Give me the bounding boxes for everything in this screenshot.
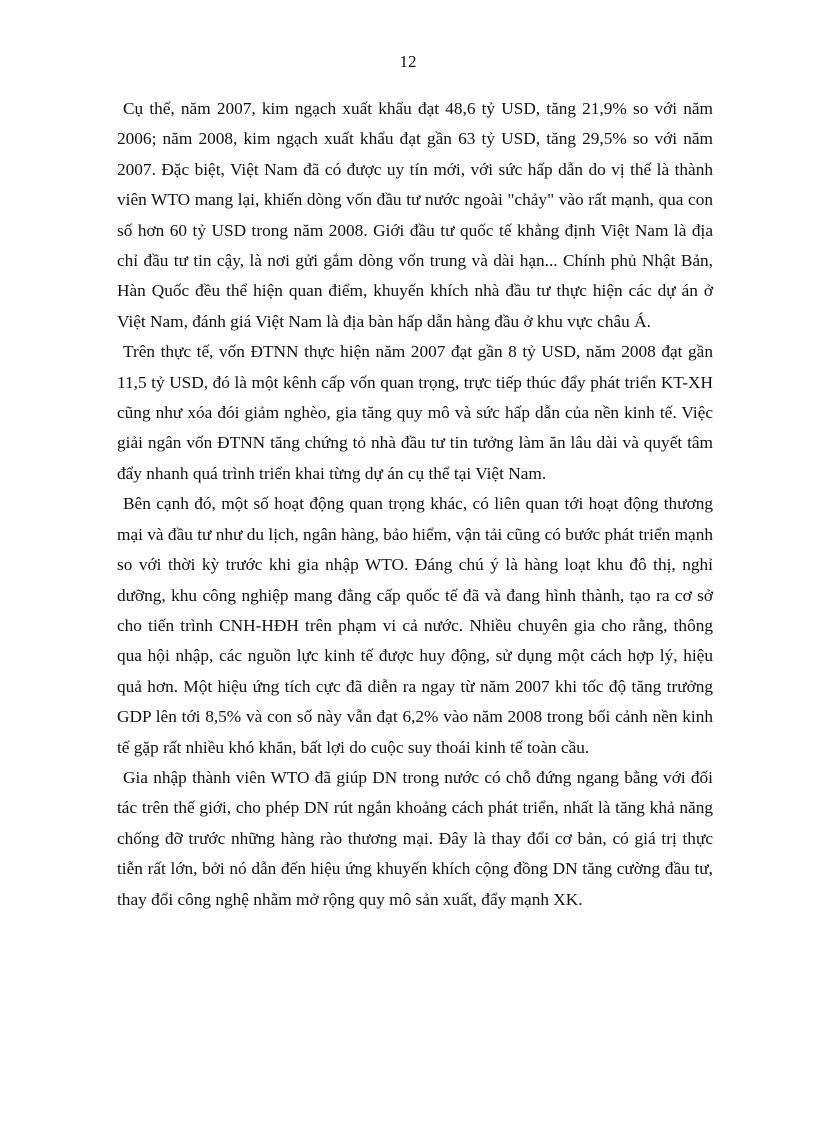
paragraph-other-sectors: Bên cạnh đó, một số hoạt động quan trọng khác, có liên quan tới hoạt động thương mại và đầu tư như du lịch, ngân hàng, bảo hiểm, vận tải cũng có bước phát triển mạnh so với thời kỳ trước khi gia nhập WTO. Đáng chú ý là hàng loạt khu đô thị, nghỉ dưỡng, khu công nghiệp mang đẳng cấp quốc tế đã và đang hình thành, tạo ra cơ sở cho tiến trình CNH-HĐH trên phạm vi cả nước. Nhiều chuyên gia cho rằng, thông qua hội nhập, các nguồn lực kinh tế được huy động, sử dụng một cách hợp lý, hiệu quả hơn. Một hiệu ứng tích cực đã diễn ra ngay từ năm 2007 khi tốc độ tăng trưởng GDP lên tới 8,5% và con số này vẫn đạt 6,2% vào năm 2008 trong bối cảnh nền kinh tế gặp rất nhiều khó khăn, bất lợi do cuộc suy thoái kinh tế toàn cầu.	[117, 494, 713, 757]
paragraph-export-turnover: Cụ thể, năm 2007, kim ngạch xuất khẩu đạt 48,6 tỷ USD, tăng 21,9% so với năm 2006; năm 2008, kim ngạch xuất khẩu đạt gần 63 tỷ USD, tăng 29,5% so với năm 2007. Đặc biệt, Việt Nam đã có được uy tín mới, với sức hấp dẫn do vị thế là thành viên WTO mang lại, khiến dòng vốn đầu tư nước ngoài "chảy" vào rất mạnh, qua con số hơn 60 tỷ USD trong năm 2008. Giới đầu tư quốc tế khẳng định Việt Nam là địa chỉ đầu tư tin cậy, là nơi gửi gắm dòng vốn trung và dài hạn... Chính phủ Nhật Bản, Hàn Quốc đều thể hiện quan điểm, khuyến khích nhà đầu tư thực hiện các dự án ở Việt Nam, đánh giá Việt Nam là địa bàn hấp dẫn hàng đầu ở khu vực châu Á.	[117, 99, 713, 331]
paragraph-fdi-disbursement: Trên thực tế, vốn ĐTNN thực hiện năm 2007 đạt gần 8 tỷ USD, năm 2008 đạt gần 11,5 tỷ USD, đó là một kênh cấp vốn quan trọng, trực tiếp thúc đẩy phát triển KT-XH cũng như xóa đói giảm nghèo, gia tăng quy mô và sức hấp dẫn của nền kinh tế. Việc giải ngân vốn ĐTNN tăng chứng tỏ nhà đầu tư tin tưởng làm ăn lâu dài và quyết tâm đẩy nhanh quá trình triển khai từng dự án cụ thể tại Việt Nam.	[117, 342, 713, 483]
page-number: 12	[399, 52, 417, 71]
paragraph-wto-enterprises: Gia nhập thành viên WTO đã giúp DN trong nước có chỗ đứng ngang bằng với đối tác trên thế giới, cho phép DN rút ngắn khoảng cách phát triển, nhất là tăng khả năng chống đỡ trước những hàng rào thương mại. Đây là thay đổi cơ bản, có giá trị thực tiễn rất lớn, bởi nó dẫn đến hiệu ứng khuyến khích cộng đồng DN tăng cường đầu tư, thay đổi công nghệ nhằm mở rộng quy mô sản xuất, đẩy mạnh XK.	[117, 767, 713, 909]
body-text	[117, 94, 713, 915]
